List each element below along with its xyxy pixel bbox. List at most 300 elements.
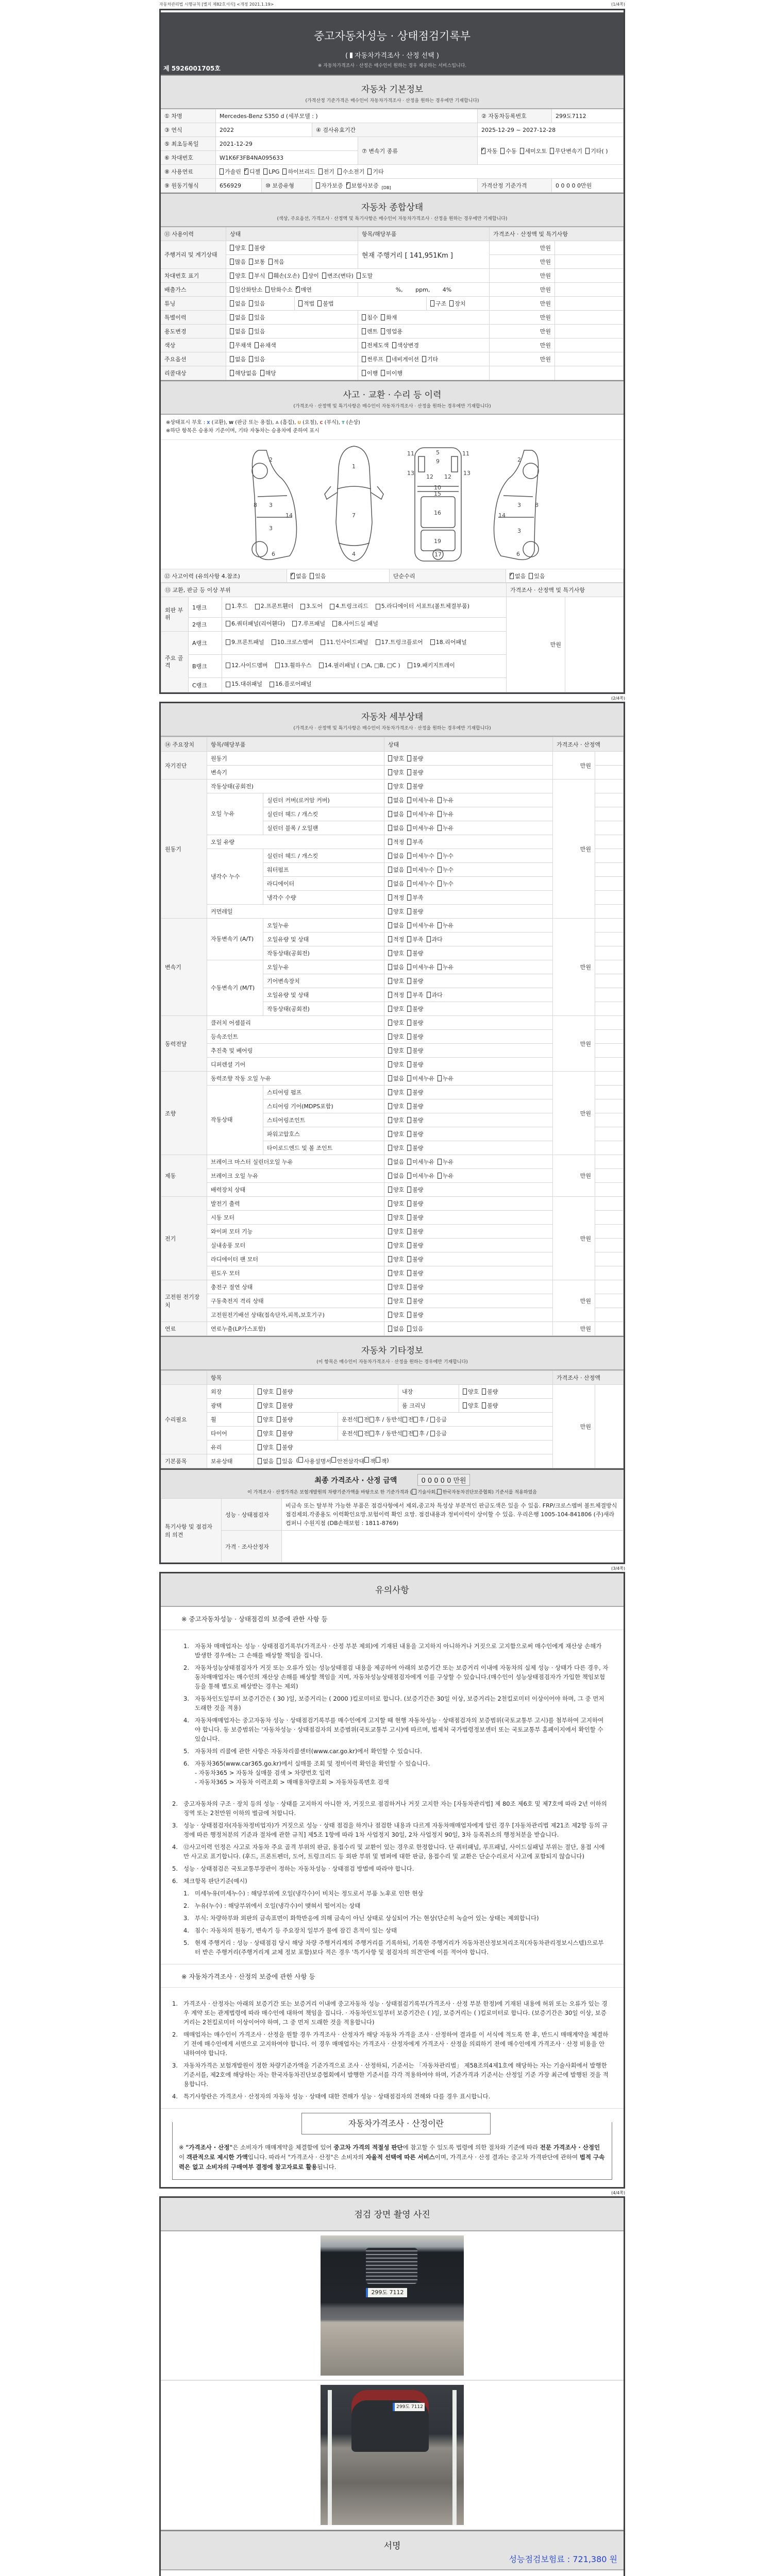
checkbox-option[interactable] [381,369,402,377]
checkbox-option[interactable] [367,167,383,176]
checkbox[interactable] [407,1326,411,1332]
checkbox-option[interactable] [407,1311,423,1319]
checkbox[interactable] [463,1388,467,1395]
checkbox-option[interactable] [388,1046,404,1055]
checkbox[interactable] [298,1457,303,1463]
checkbox[interactable] [438,1173,442,1179]
part-checkbox[interactable] [319,662,400,670]
checkbox[interactable] [298,300,303,307]
checkbox-option[interactable] [388,1241,404,1249]
checkbox-option[interactable] [407,1046,423,1055]
checkbox-option[interactable] [258,1387,274,1396]
checkbox-option[interactable] [407,782,423,790]
checkbox[interactable] [407,1284,411,1290]
checkbox-option[interactable] [230,272,246,280]
checkbox[interactable] [277,1458,281,1464]
checkbox[interactable] [226,621,230,626]
checkbox[interactable] [230,342,234,348]
checkbox[interactable] [407,1103,411,1109]
checkbox[interactable] [270,682,274,687]
checkbox-option[interactable] [388,1088,404,1096]
checkbox-option[interactable] [407,1297,423,1305]
checkbox-option[interactable] [407,879,434,888]
checkbox[interactable] [388,1298,392,1304]
checkbox-option[interactable] [362,369,378,377]
checkbox[interactable] [407,1228,411,1234]
checkbox-option[interactable] [388,1213,404,1222]
checkbox[interactable] [438,853,442,859]
checkbox[interactable] [407,1312,411,1318]
part-checkbox[interactable] [226,638,264,647]
checkbox[interactable] [407,867,411,873]
checkbox[interactable] [277,1430,281,1436]
checkbox[interactable] [463,1402,467,1409]
checkbox-option[interactable] [381,313,397,321]
checkbox-option[interactable] [407,1102,423,1110]
checkbox[interactable] [388,922,392,928]
checkbox-option[interactable] [481,147,497,155]
checkbox[interactable] [258,1388,262,1395]
checkbox[interactable] [388,1187,392,1193]
checkbox[interactable] [407,964,411,970]
checkbox[interactable] [277,1444,281,1450]
checkbox-option[interactable] [310,572,326,580]
checkbox-option[interactable] [303,272,319,280]
checkbox-option[interactable] [388,1158,404,1166]
checkbox-option[interactable] [438,824,453,832]
checkbox[interactable] [407,950,411,956]
checkbox[interactable] [407,1159,411,1165]
checkbox[interactable] [407,1242,411,1248]
checkbox[interactable] [369,1417,374,1422]
checkbox[interactable] [249,273,253,279]
part-checkbox[interactable] [275,662,312,670]
checkbox[interactable] [316,182,320,189]
checkbox[interactable] [292,621,297,626]
checkbox[interactable] [388,1256,392,1262]
checkbox[interactable] [381,314,385,320]
checkbox[interactable] [388,1173,392,1179]
checkbox[interactable] [369,1431,374,1436]
checkbox[interactable] [407,1145,411,1151]
checkbox[interactable] [407,978,411,984]
checkbox[interactable] [249,300,253,307]
checkbox-option[interactable] [407,1283,423,1291]
checkbox-option[interactable] [268,258,284,266]
checkbox-option[interactable] [407,1116,423,1124]
checkbox[interactable] [407,1298,411,1304]
checkbox[interactable] [226,663,230,668]
checkbox-option[interactable] [463,1387,479,1396]
checkbox[interactable] [220,168,224,175]
checkbox[interactable] [291,573,295,579]
checkbox-option[interactable] [282,167,315,176]
checkbox-option[interactable] [388,879,404,888]
checkbox[interactable] [407,1006,411,1012]
checkbox-option[interactable] [407,1005,423,1013]
checkbox[interactable] [407,922,411,928]
checkbox[interactable] [392,342,396,348]
checkbox[interactable] [362,370,366,376]
checkbox[interactable] [388,1242,392,1248]
checkbox-option[interactable] [258,1415,274,1423]
checkbox[interactable] [331,1457,336,1463]
inspection-photo-front[interactable] [321,2235,464,2376]
part-checkbox[interactable] [332,620,378,628]
checkbox-option[interactable] [388,824,404,832]
checkbox[interactable] [388,978,392,984]
checkbox[interactable] [277,1402,281,1409]
checkbox-option[interactable] [388,977,404,985]
part-checkbox[interactable] [300,602,323,611]
checkbox-option[interactable] [407,991,423,999]
checkbox[interactable] [407,908,411,914]
checkbox[interactable] [388,1117,392,1123]
checkbox[interactable] [330,604,334,609]
checkbox-option[interactable] [381,327,402,335]
checkbox[interactable] [438,797,442,803]
checkbox[interactable] [268,273,273,279]
checkbox[interactable] [388,853,392,859]
checkbox[interactable] [407,1047,411,1054]
checkbox[interactable] [362,356,366,362]
checkbox[interactable] [388,783,392,789]
checkbox[interactable] [277,1388,281,1395]
checkbox-option[interactable] [427,935,443,943]
checkbox[interactable] [430,1431,435,1436]
checkbox-option[interactable] [362,327,378,335]
checkbox[interactable] [407,1173,411,1179]
checkbox-option[interactable] [322,272,354,280]
checkbox[interactable] [226,639,230,645]
inspection-photo-rear[interactable] [321,2385,464,2525]
checkbox-option[interactable] [386,355,419,363]
checkbox-option[interactable] [482,1401,498,1410]
checkbox-option[interactable] [249,355,265,363]
checkbox[interactable] [407,1117,411,1123]
checkbox[interactable] [407,880,411,887]
checkbox-option[interactable] [388,768,404,776]
checkbox-option[interactable] [407,768,423,776]
checkbox-option[interactable] [407,949,423,957]
checkbox-option[interactable] [230,244,246,252]
checkbox[interactable] [364,1457,369,1463]
part-checkbox[interactable] [270,680,312,688]
checkbox-option[interactable] [407,1172,434,1180]
checkbox[interactable] [388,1020,392,1026]
checkbox[interactable] [249,328,253,334]
checkbox-option[interactable] [338,167,365,176]
checkbox[interactable] [388,755,392,761]
checkbox[interactable] [230,314,234,320]
checkbox[interactable] [430,300,434,307]
checkbox[interactable] [388,1214,392,1221]
checkbox-option[interactable] [388,1116,404,1124]
part-checkbox[interactable] [226,602,248,611]
checkbox-option[interactable] [550,147,582,155]
checkbox[interactable] [381,328,385,334]
checkbox[interactable] [388,1284,392,1290]
checkbox[interactable] [388,1061,392,1067]
checkbox[interactable] [362,342,366,348]
checkbox[interactable] [275,663,280,668]
checkbox-option[interactable] [277,1415,293,1423]
checkbox[interactable] [258,1402,262,1409]
checkbox[interactable] [407,936,411,942]
checkbox[interactable] [585,148,590,154]
checkbox[interactable] [402,1431,407,1436]
checkbox[interactable] [346,182,350,189]
checkbox-option[interactable] [230,258,246,266]
checkbox-option[interactable] [388,991,404,999]
checkbox[interactable] [430,1417,435,1422]
part-checkbox[interactable] [321,638,368,647]
part-checkbox[interactable] [226,662,268,670]
checkbox-option[interactable] [362,313,378,321]
checkbox[interactable] [482,1388,486,1395]
checkbox-option[interactable] [438,1158,453,1166]
checkbox-option[interactable] [316,181,343,190]
checkbox-option[interactable] [258,1429,274,1437]
checkbox[interactable] [550,148,554,154]
checkbox-option[interactable] [407,824,434,832]
checkbox[interactable] [376,639,380,645]
checkbox-option[interactable] [388,754,404,762]
checkbox[interactable] [362,328,366,334]
checkbox-option[interactable] [255,341,276,349]
checkbox-option[interactable] [388,866,404,874]
checkbox-option[interactable] [277,1387,293,1396]
checkbox-option[interactable] [407,1255,423,1263]
checkbox-option[interactable] [362,355,383,363]
checkbox-option[interactable] [357,272,373,280]
checkbox[interactable] [338,168,342,175]
checkbox[interactable] [437,1489,442,1495]
checkbox-option[interactable] [230,313,246,321]
checkbox-option[interactable] [388,1283,404,1291]
checkbox[interactable] [265,286,270,293]
checkbox[interactable] [413,1417,418,1422]
checkbox[interactable] [322,273,326,279]
checkbox[interactable] [260,370,264,376]
checkbox[interactable] [402,1417,407,1422]
checkbox-option[interactable] [249,299,265,308]
checkbox-option[interactable] [407,935,423,943]
checkbox-option[interactable] [249,272,265,280]
checkbox-option[interactable] [277,1429,293,1437]
checkbox-option[interactable] [388,810,404,818]
checkbox-option[interactable] [438,1172,453,1180]
checkbox-option[interactable] [388,963,404,971]
checkbox[interactable] [529,573,533,579]
checkbox[interactable] [388,1270,392,1276]
part-checkbox[interactable] [292,620,325,628]
part-checkbox[interactable] [376,638,423,647]
checkbox[interactable] [438,811,442,817]
checkbox-option[interactable] [520,147,547,155]
checkbox[interactable] [407,769,411,775]
checkbox[interactable] [388,964,392,970]
checkbox[interactable] [226,604,230,609]
checkbox[interactable] [249,245,253,251]
checkbox[interactable] [481,148,485,154]
checkbox[interactable] [482,1402,486,1409]
checkbox-option[interactable] [277,1401,293,1410]
checkbox-option[interactable] [438,921,453,929]
checkbox-option[interactable] [529,572,545,580]
checkbox[interactable] [230,259,234,265]
checkbox[interactable] [407,1033,411,1040]
checkbox-option[interactable] [438,1074,453,1082]
checkbox[interactable] [500,148,505,154]
checkbox[interactable] [268,259,273,265]
checkbox-option[interactable] [388,907,404,916]
checkbox[interactable] [282,168,287,175]
checkbox-option[interactable] [407,1269,423,1277]
checkbox-option[interactable] [407,1227,423,1235]
checkbox[interactable] [230,370,234,376]
checkbox-option[interactable] [388,1199,404,1208]
checkbox-option[interactable] [407,1088,423,1096]
checkbox-option[interactable] [249,313,265,321]
checkbox[interactable] [388,1326,392,1332]
checkbox[interactable] [358,1417,363,1422]
checkbox[interactable] [407,783,411,789]
checkbox[interactable] [272,639,276,645]
checkbox[interactable] [407,853,411,859]
checkbox[interactable] [407,1131,411,1137]
checkbox-option[interactable] [500,147,516,155]
checkbox[interactable] [258,1416,262,1422]
checkbox[interactable] [255,342,259,348]
checkbox[interactable] [321,639,325,645]
checkbox[interactable] [319,663,324,668]
checkbox-option[interactable] [407,1032,423,1041]
checkbox-option[interactable] [427,991,443,999]
checkbox[interactable] [438,880,442,887]
checkbox-option[interactable] [388,949,404,957]
checkbox-option[interactable] [438,866,453,874]
checkbox-option[interactable] [249,244,265,252]
checkbox-option[interactable] [422,355,438,363]
checkbox[interactable] [362,314,366,320]
part-checkbox[interactable] [408,662,455,670]
checkbox[interactable] [358,1431,363,1436]
checkbox[interactable] [438,867,442,873]
part-checkbox[interactable] [255,602,294,611]
checkbox-option[interactable] [220,167,241,176]
checkbox[interactable] [244,168,248,175]
checkbox-option[interactable] [407,838,423,846]
checkbox-option[interactable] [230,285,262,294]
checkbox-option[interactable] [388,1255,404,1263]
checkbox-option[interactable] [438,796,453,804]
checkbox[interactable] [427,936,431,942]
checkbox-option[interactable] [388,1269,404,1277]
checkbox-option[interactable] [388,782,404,790]
checkbox[interactable] [388,839,392,845]
checkbox-option[interactable] [388,1032,404,1041]
checkbox-option[interactable] [392,341,419,349]
checkbox-option[interactable] [388,852,404,860]
part-checkbox[interactable] [226,620,285,628]
checkbox[interactable] [520,148,524,154]
checkbox-option[interactable] [407,810,434,818]
checkbox-option[interactable] [407,796,434,804]
checkbox[interactable] [407,1187,411,1193]
checkbox[interactable] [388,992,392,998]
checkbox-option[interactable] [318,167,334,176]
checkbox-option[interactable] [388,1325,404,1333]
checkbox[interactable] [357,273,361,279]
checkbox[interactable] [388,1089,392,1095]
checkbox[interactable] [407,825,411,831]
checkbox[interactable] [381,370,385,376]
checkbox-option[interactable] [388,1019,404,1027]
checkbox[interactable] [230,245,234,251]
checkbox-option[interactable] [268,272,300,280]
checkbox[interactable] [388,1200,392,1207]
checkbox[interactable] [388,950,392,956]
checkbox[interactable] [407,1214,411,1221]
checkbox[interactable] [317,300,322,307]
checkbox[interactable] [427,992,431,998]
checkbox[interactable] [407,1020,411,1026]
checkbox-option[interactable] [407,893,423,902]
checkbox[interactable] [422,356,426,362]
checkbox-option[interactable] [244,167,260,176]
checkbox-option[interactable] [277,1443,293,1451]
checkbox[interactable] [408,663,412,668]
checkbox[interactable] [388,1145,392,1151]
checkbox-option[interactable] [258,1401,274,1410]
checkbox-option[interactable] [482,1387,498,1396]
checkbox-option[interactable] [263,168,279,175]
checkbox[interactable] [230,273,234,279]
checkbox[interactable] [407,1075,411,1081]
selected-checkbox-icon[interactable] [350,53,352,58]
checkbox[interactable] [407,1089,411,1095]
checkbox-option[interactable] [298,299,314,308]
checkbox-option[interactable] [407,1158,434,1166]
checkbox[interactable] [230,328,234,334]
checkbox[interactable] [388,936,392,942]
checkbox-option[interactable] [317,299,333,308]
checkbox[interactable] [412,1489,416,1495]
part-checkbox[interactable] [430,638,467,647]
checkbox-option[interactable] [249,258,265,266]
checkbox[interactable] [388,894,392,901]
checkbox-option[interactable] [407,852,434,860]
checkbox[interactable] [407,1256,411,1262]
checkbox-option[interactable] [449,299,465,308]
checkbox-option[interactable] [407,1019,423,1027]
checkbox-option[interactable] [585,147,608,155]
checkbox[interactable] [258,1430,262,1436]
checkbox[interactable] [230,300,234,307]
checkbox-option[interactable] [407,963,434,971]
checkbox[interactable] [407,1270,411,1276]
checkbox[interactable] [438,1075,442,1081]
checkbox[interactable] [249,356,253,362]
checkbox-option[interactable] [407,921,434,929]
checkbox[interactable] [449,300,453,307]
checkbox[interactable] [318,168,323,175]
part-checkbox[interactable] [330,602,368,611]
checkbox-option[interactable] [265,285,293,294]
checkbox-option[interactable] [362,341,389,349]
checkbox-option[interactable] [388,1102,404,1110]
